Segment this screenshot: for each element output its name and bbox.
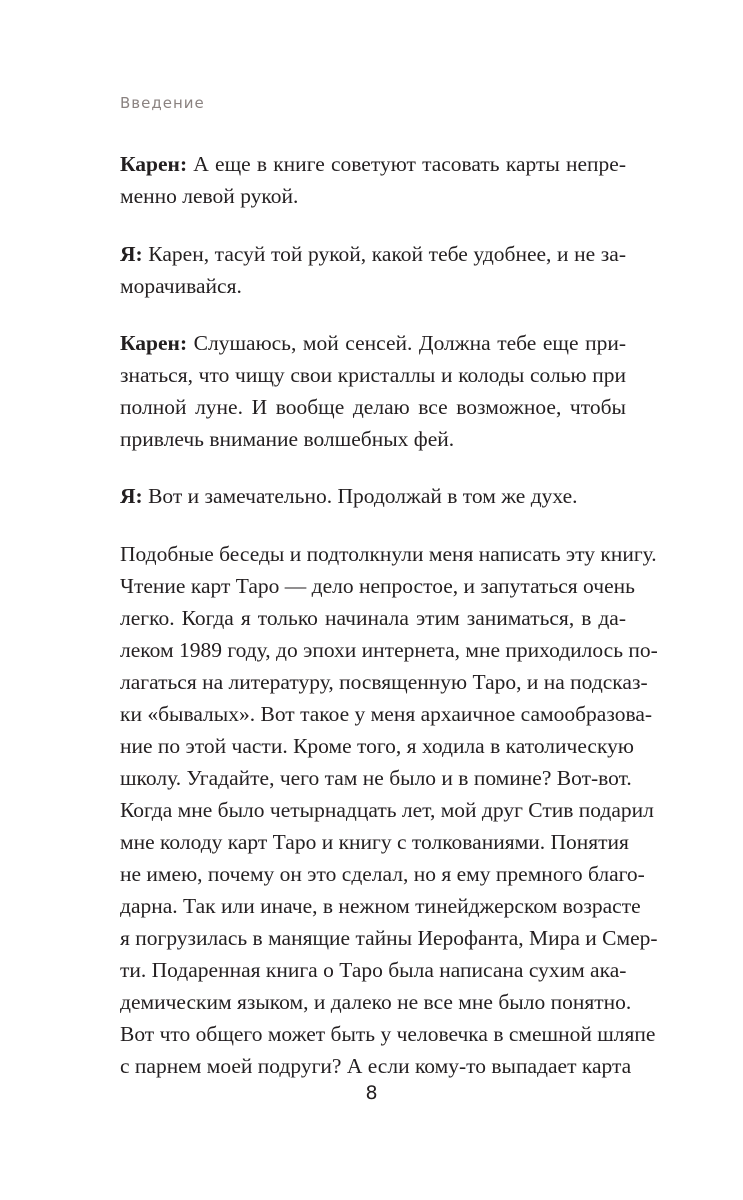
body-line: Когда мне было четырнадцать лет, мой друг Стив подарил: [120, 798, 654, 822]
dialogue-karen-2: [120, 327, 626, 455]
body-line: Подобные беседы и подтолкнули меня написать эту книгу.: [120, 542, 657, 566]
dialogue-me-1: [120, 238, 626, 302]
dialogue-line: А еще в книге советуют тасовать карты непре-: [187, 152, 626, 176]
body-line: я погрузилась в манящие тайны Иерофанта, Мира и Смер-: [120, 926, 658, 950]
body-line: дарна. Так или иначе, в нежном тинейджерском возрасте: [120, 894, 641, 918]
dialogue-line: Слушаюсь, мой сенсей. Должна тебе еще при-: [187, 331, 626, 355]
body-line: с парнем моей подруги? А если кому-то выпадает карта: [120, 1054, 632, 1078]
body-line: мне колоду карт Таро и книгу с толкованиями. Понятия: [120, 830, 629, 854]
body-line: Вот что общего может быть у человечка в смешной шляпе: [120, 1022, 656, 1046]
dialogue-line: морачивайся.: [120, 274, 242, 298]
body-line: школу. Угадайте, чего там не было и в помине? Вот-вот.: [120, 766, 632, 790]
speaker-name: Я:: [120, 484, 143, 508]
speaker-name: Карен:: [120, 331, 188, 355]
body-line: Чтение карт Таро — дело непростое, и запутаться очень: [120, 574, 635, 598]
body-line: леком 1989 году, до эпохи интернета, мне приходилось по-: [120, 638, 658, 662]
dialogue-line: Вот и замечательно. Продолжай в том же духе.: [142, 484, 578, 508]
body-paragraph: [120, 538, 658, 1082]
running-head: Введение: [120, 94, 205, 112]
dialogue-line: знаться, что чищу свои кристаллы и колоды солью при: [120, 363, 626, 387]
dialogue-line: полной луне. И вообще делаю все возможное, чтобы: [120, 395, 626, 419]
body-line: лагаться на литературу, посвященную Таро, и на подсказ-: [120, 670, 648, 694]
speaker-name: Я:: [120, 242, 143, 266]
body-line: легко. Когда я только начинала этим заниматься, в да-: [120, 606, 626, 630]
dialogue-me-2: [120, 480, 626, 512]
body-line: ние по этой части. Кроме того, я ходила в католическую: [120, 734, 634, 758]
body-line: ти. Подаренная книга о Таро была написана сухим ака-: [120, 958, 627, 982]
page-number: 8: [365, 1082, 378, 1104]
dialogue-line: привлечь внимание волшебных фей.: [120, 427, 455, 451]
body-line: не имею, почему он это сделал, но я ему премного благо-: [120, 862, 645, 886]
dialogue-karen-1: [120, 148, 626, 212]
body-line: демическим языком, и далеко не все мне было понятно.: [120, 990, 632, 1014]
dialogue-line: менно левой рукой.: [120, 184, 299, 208]
speaker-name: Карен:: [120, 152, 188, 176]
body-line: ки «бывалых». Вот такое у меня архаичное самообразова-: [120, 702, 653, 726]
dialogue-line: Карен, тасуй той рукой, какой тебе удобнее, и не за-: [142, 242, 626, 266]
